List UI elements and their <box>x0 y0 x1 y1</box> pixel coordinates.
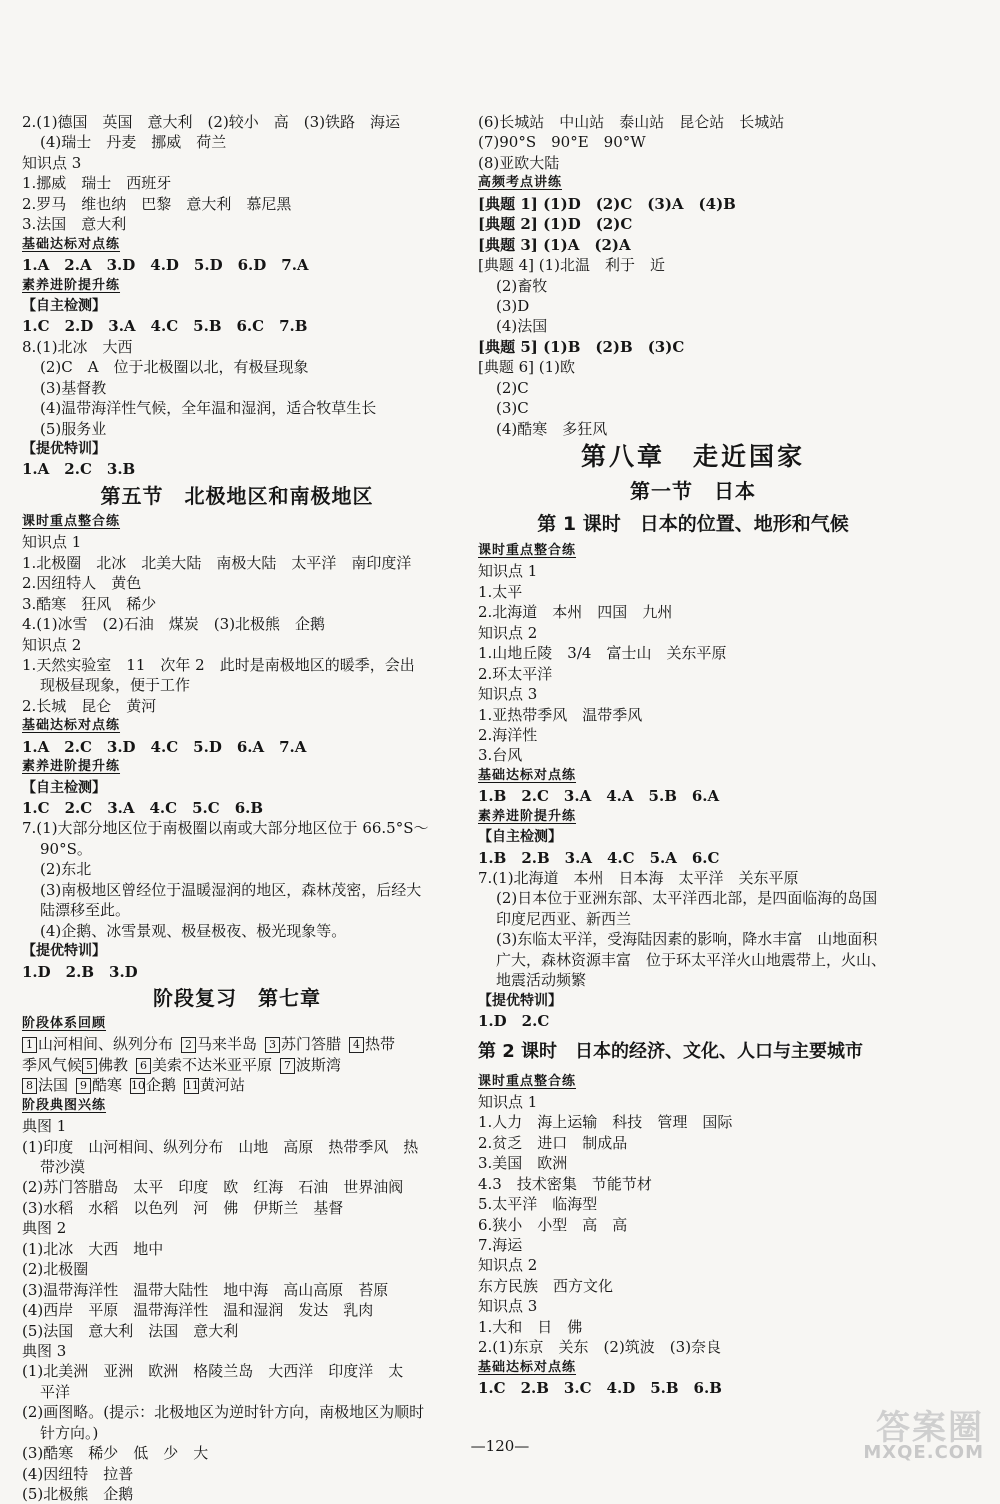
section-label: 课时重点整合练 <box>22 513 121 529</box>
number-box: 1 <box>22 1037 37 1053</box>
answer-line: 陆漂移至此。 <box>40 901 131 920</box>
answer-line: 3.台风 <box>478 746 523 765</box>
section-label: 课时重点整合练 <box>478 1073 577 1089</box>
answer-line: 1.北极圈 北冰 北美大陆 南极大陆 太平洋 南印度洋 <box>22 553 412 572</box>
answer-line: 7.海运 <box>478 1236 523 1254</box>
answer-line: (1)北冰 大西 地中 <box>22 1239 164 1258</box>
answer-line: 知识点 3 <box>478 1297 538 1316</box>
answer-line: 1.D 2.C <box>478 1012 550 1031</box>
watermark-url: MXQE.COM <box>863 1442 984 1463</box>
answer-line: 2.(1)德国 英国 意大利 (2)较小 高 (3)铁路 海运 <box>22 113 401 131</box>
answer-line: (3)酷寒 稀少 低 少 大 <box>22 1444 209 1463</box>
box-answer: 美索不达米亚平原 <box>152 1055 273 1074</box>
lesson-heading: 第 2 课时 日本的经济、文化、人口与主要城市 <box>478 1040 864 1062</box>
answer-line: (3)温带海洋性 温带大陆性 地中海 高山高原 苔原 <box>22 1280 389 1299</box>
bracket-label: 【提优特训】 <box>478 992 562 1009</box>
answer-line: 典图 2 <box>22 1219 67 1238</box>
number-box: 8 <box>22 1078 37 1094</box>
answer-line: 4.(1)冰雪 (2)石油 煤炭 (3)北极熊 企鹅 <box>22 615 326 634</box>
section-heading: 阶段复习 第七章 <box>153 985 321 1010</box>
answer-line: 知识点 3 <box>478 685 538 704</box>
section-label: 素养进阶提升练 <box>478 808 577 824</box>
watermark-logo <box>818 1400 990 1466</box>
answer-line: (2)画图略。(提示：北极地区为逆时针方向，南极地区为顺时 <box>22 1403 425 1422</box>
answer-line: 1.天然实验室 11 次年 2 此时是南极地区的暖季，会出 <box>22 655 415 674</box>
answer-line: 广大，森林资源丰富 位于环太平洋火山地震带上，火山、 <box>496 950 887 969</box>
review-box-line <box>22 1055 452 1075</box>
box-answer: 佛教 <box>98 1055 129 1074</box>
answer-line: 1.C 2.C 3.A 4.C 5.C 6.B <box>22 799 264 817</box>
answer-line: 知识点 2 <box>478 623 538 642</box>
chapter-heading: 第八章 走近国家 <box>580 442 805 471</box>
section-label: 基础达标对点练 <box>22 718 121 734</box>
number-box: 6 <box>136 1058 151 1074</box>
right-column <box>478 112 908 1399</box>
answer-line: 1.A 2.C 3.B <box>22 460 136 479</box>
answer-line: 2.海洋性 <box>478 725 538 744</box>
answer-line: (4)法国 <box>496 317 548 336</box>
answer-line: (3)D <box>496 296 530 315</box>
review-box-line <box>22 1034 452 1054</box>
answer-line: (5)北极熊 企鹅 <box>22 1485 134 1503</box>
answer-line: (7)90°S 90°E 90°W <box>478 133 646 152</box>
number-box: 9 <box>76 1078 91 1094</box>
answer-line: 6.狭小 小型 高 高 <box>478 1215 628 1234</box>
left-column <box>22 112 452 1504</box>
answer-line: (8)亚欧大陆 <box>478 153 560 172</box>
answer-line: 针方向。) <box>40 1423 99 1442</box>
answer-line: (1)印度 山河相间、纵列分布 山地 高原 热带季风 热 <box>22 1137 419 1156</box>
bracket-label: 【自主检测】 <box>478 829 562 846</box>
answer-line: 2.长城 昆仑 黄河 <box>22 696 157 715</box>
answer-line: 2.北海道 本州 四国 九州 <box>478 603 673 622</box>
answer-line: 知识点 2 <box>478 1256 538 1275</box>
answer-line: (2)北极圈 <box>22 1260 89 1279</box>
box-answer: 企鹅 <box>146 1076 177 1095</box>
section-label: 基础达标对点练 <box>478 767 577 783</box>
answer-line: [典题 3] (1)A (2)A <box>478 235 631 254</box>
answer-line: 2.贫乏 进口 制成品 <box>478 1133 628 1152</box>
answer-line: 3.法国 意大利 <box>22 215 127 234</box>
box-answer: 热带 <box>365 1035 396 1054</box>
answer-line: 知识点 1 <box>478 1092 538 1111</box>
answer-line: (5)法国 意大利 法国 意大利 <box>22 1321 239 1340</box>
answer-line: 知识点 3 <box>22 153 82 172</box>
number-box: 11 <box>185 1079 200 1093</box>
answer-line: 典图 1 <box>22 1117 67 1136</box>
answer-line: 知识点 2 <box>22 635 82 654</box>
answer-line: 8.(1)北冰 大西 <box>22 337 133 356</box>
answer-line: 1.山地丘陵 3/4 富士山 关东平原 <box>478 644 727 663</box>
box-answer: 波斯湾 <box>296 1055 342 1074</box>
answer-line: 1.B 2.C 3.A 4.A 5.B 6.A <box>478 787 720 806</box>
answer-line: [典题 1] (1)D (2)C (3)A (4)B <box>478 194 736 213</box>
section-label: 素养进阶提升练 <box>22 277 121 293</box>
number-box: 7 <box>280 1058 295 1074</box>
line-prefix: 季风气候 <box>22 1055 83 1074</box>
answer-line: 1.挪威 瑞士 西班牙 <box>22 174 172 193</box>
answer-line: 1.亚热带季风 温带季风 <box>478 705 643 724</box>
answer-line: 带沙漠 <box>40 1158 86 1176</box>
answer-line: 2.环太平洋 <box>478 664 553 683</box>
page-number: —120— <box>470 1437 530 1455</box>
answer-line: (2)C <box>496 378 529 397</box>
answer-line: 1.A 2.C 3.D 4.C 5.D 6.A 7.A <box>22 737 307 756</box>
number-box: 10 <box>131 1079 146 1093</box>
number-box: 5 <box>82 1058 97 1074</box>
box-answer: 山河相间、纵列分布 <box>38 1035 174 1054</box>
answer-line: (2)东北 <box>40 860 92 879</box>
answer-line: 4.3 技术密集 节能节材 <box>478 1174 652 1193</box>
section-label: 阶段体系回顾 <box>22 1015 107 1031</box>
box-answer: 酷寒 <box>92 1076 123 1095</box>
answer-line: (4)西岸 平原 温带海洋性 温和湿润 发达 乳肉 <box>22 1301 374 1320</box>
answer-line: 1.大和 日 佛 <box>478 1317 583 1336</box>
answer-line: 现极昼现象，便于工作 <box>40 676 191 695</box>
answer-line: 1.C 2.D 3.A 4.C 5.B 6.C 7.B <box>22 317 308 336</box>
answer-line: 5.太平洋 临海型 <box>478 1195 598 1214</box>
section-label: 基础达标对点练 <box>478 1359 577 1375</box>
answer-line: 1.人力 海上运输 科技 管理 国际 <box>478 1113 733 1132</box>
answer-line: (2)畜牧 <box>496 276 548 295</box>
answer-line: (4)酷寒 多狂风 <box>496 419 608 438</box>
answer-line: (1)北美洲 亚洲 欧洲 格陵兰岛 大西洋 印度洋 太 <box>22 1362 404 1381</box>
answer-line: (4)瑞士 丹麦 挪威 荷兰 <box>40 133 227 152</box>
answer-line: (3)东临太平洋，受海陆因素的影响，降水丰富 山地面积 <box>496 930 878 949</box>
answer-line: 地震活动频繁 <box>496 971 587 990</box>
answer-line: 1.B 2.B 3.A 4.C 5.A 6.C <box>478 848 720 867</box>
answer-line: (6)长城站 中山站 泰山站 昆仑站 长城站 <box>478 113 785 131</box>
answer-line: 2.(1)东京 关东 (2)筑波 (3)奈良 <box>478 1338 722 1357</box>
section-label: 基础达标对点练 <box>22 236 121 252</box>
answer-line: [典题 2] (1)D (2)C <box>478 215 633 234</box>
answer-line: (2)苏门答腊岛 太平 印度 欧 红海 石油 世界油阀 <box>22 1178 404 1197</box>
review-box-line <box>22 1075 452 1095</box>
bracket-label: 【自主检测】 <box>22 779 106 796</box>
answer-line: 平洋 <box>40 1382 71 1401</box>
answer-line: (2)C A 位于北极圈以北，有极昼现象 <box>40 358 309 377</box>
box-answer: 黄河站 <box>200 1076 246 1095</box>
answer-line: 7.(1)大部分地区位于南极圈以南或大部分地区位于 66.5°S～ <box>22 819 429 838</box>
lesson-heading: 第 1 课时 日本的位置、地形和气候 <box>537 513 849 535</box>
section-label: 高频考点讲练 <box>478 175 563 191</box>
answer-line: [典题 5] (1)B (2)B (3)C <box>478 337 685 356</box>
box-answer: 法国 <box>38 1076 69 1095</box>
answer-line: 7.(1)北海道 本州 日本海 太平洋 关东平原 <box>478 869 799 887</box>
answer-line: 典图 3 <box>22 1341 67 1360</box>
bracket-label: 【自主检测】 <box>22 297 106 314</box>
section-label: 素养进阶提升练 <box>22 759 121 775</box>
section-label: 阶段典图兴练 <box>22 1097 107 1113</box>
section-label: 课时重点整合练 <box>478 543 577 558</box>
answer-line: 1.太平 <box>478 582 523 601</box>
answer-line: (2)日本位于亚洲东部、太平洋西北部，是四面临海的岛国 <box>496 889 878 908</box>
answer-line: 3.美国 欧洲 <box>478 1154 568 1173</box>
answer-line: 1.D 2.B 3.D <box>22 962 138 981</box>
answer-line: (4)温带海洋性气候，全年温和湿润，适合牧草生长 <box>40 399 377 418</box>
bracket-label: 【提优特训】 <box>22 943 106 960</box>
answer-line: 东方民族 西方文化 <box>478 1276 614 1295</box>
box-answer: 马来半岛 <box>197 1035 258 1054</box>
answer-line: (3)水稻 水稻 以色列 河 佛 伊斯兰 基督 <box>22 1198 344 1217</box>
answer-line: 90°S。 <box>40 839 92 858</box>
answer-line: 知识点 1 <box>478 562 538 581</box>
number-box: 2 <box>181 1037 196 1053</box>
answer-line: 知识点 1 <box>22 533 82 552</box>
box-answer: 苏门答腊 <box>281 1035 342 1054</box>
answer-line: 2.因纽特人 黄色 <box>22 574 142 593</box>
answer-line: (3)南极地区曾经位于温暖湿润的地区，森林茂密，后经大 <box>40 880 422 899</box>
answer-line: 3.酷寒 狂风 稀少 <box>22 594 157 613</box>
number-box: 4 <box>349 1037 364 1053</box>
bracket-label: 【提优特训】 <box>22 441 106 457</box>
answer-line: (5)服务业 <box>40 419 107 438</box>
section-heading: 第五节 北极地区和南极地区 <box>100 483 374 508</box>
number-box: 3 <box>265 1037 280 1053</box>
answer-line: [典题 4] (1)北温 利于 近 <box>478 256 666 275</box>
section-heading: 第一节 日本 <box>630 479 756 503</box>
answer-line: 1.C 2.B 3.C 4.D 5.B 6.B <box>478 1379 722 1398</box>
answer-line: (4)因纽特 拉普 <box>22 1464 134 1483</box>
answer-line: 印度尼西亚、新西兰 <box>496 909 632 928</box>
answer-line: (3)C <box>496 399 529 418</box>
answer-line: 1.A 2.A 3.D 4.D 5.D 6.D 7.A <box>22 256 309 275</box>
watermark-text: 答案圈 <box>876 1408 984 1448</box>
answer-line: [典题 6] (1)欧 <box>478 358 576 377</box>
answer-line: (3)基督教 <box>40 378 107 397</box>
answer-line: 2.罗马 维也纳 巴黎 意大利 慕尼黑 <box>22 194 292 213</box>
answer-line: (4)企鹅、冰雪景观、极昼极夜、极光现象等。 <box>40 921 347 940</box>
